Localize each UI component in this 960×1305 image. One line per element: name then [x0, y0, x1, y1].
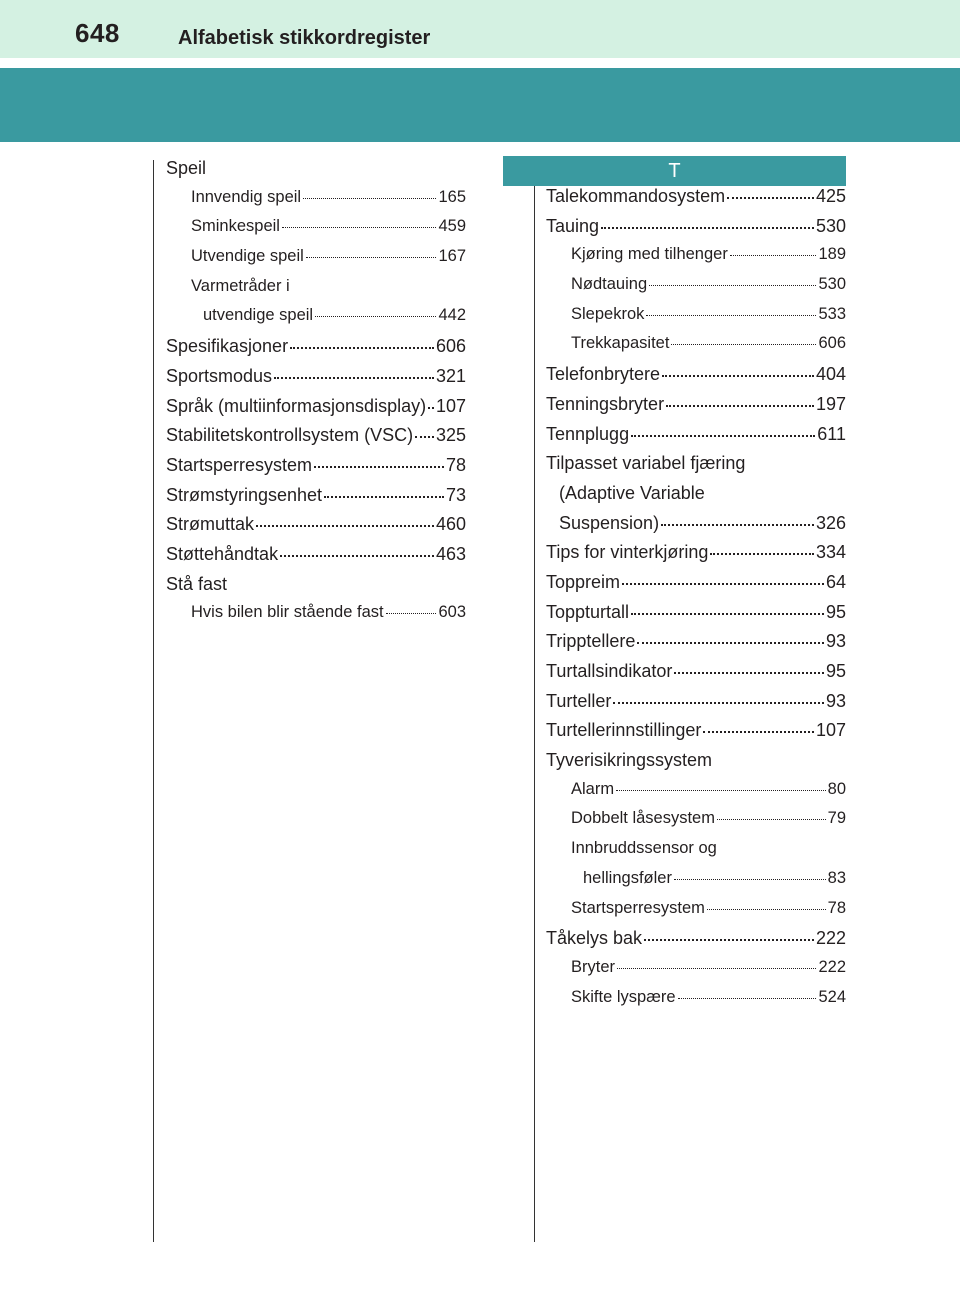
- index-entry: [546, 661, 846, 691]
- index-entry-page: 325: [435, 425, 466, 446]
- index-entry-label: Spesifikasjoner: [166, 336, 289, 357]
- index-entry-page: 530: [815, 215, 846, 236]
- dot-leader: [616, 790, 826, 791]
- index-entry-label: Utvendige speil: [191, 247, 304, 266]
- index-entry: [166, 158, 466, 188]
- index-entry: [546, 720, 846, 750]
- index-entry: [546, 750, 846, 780]
- index-entry-page: 197: [815, 393, 846, 414]
- index-entry: [546, 899, 846, 929]
- index-entry: [166, 217, 466, 247]
- dot-leader: [256, 525, 434, 527]
- index-entry-page: 95: [825, 661, 846, 681]
- index-entry-label: Talekommandosystem: [546, 186, 726, 206]
- index-column-right: [546, 186, 846, 1017]
- index-entry: [166, 485, 466, 515]
- index-entry: [546, 869, 846, 899]
- index-entry-label: Turteller: [546, 690, 612, 711]
- index-entry-page: 73: [445, 484, 466, 505]
- page-number: 648: [75, 18, 120, 48]
- index-entry-label: Alarm: [571, 779, 615, 798]
- index-entry-label: Stå fast: [166, 573, 228, 594]
- dot-leader: [631, 435, 815, 437]
- dot-leader: [644, 939, 814, 941]
- index-entry: [166, 247, 466, 277]
- dot-leader: [386, 613, 437, 614]
- index-entry-label: Strømstyringsenhet: [166, 484, 323, 505]
- index-entry-label: Tripptellere: [546, 631, 636, 652]
- teal-banner: [0, 68, 960, 142]
- dot-leader: [649, 285, 816, 286]
- index-entry-label: Språk (multiinformasjonsdisplay): [166, 395, 427, 416]
- index-entry-label: Skifte lyspære: [571, 987, 676, 1006]
- dot-leader: [314, 466, 444, 468]
- index-entry: [166, 603, 466, 633]
- letter-header-t: T: [503, 156, 846, 186]
- dot-leader: [661, 524, 814, 526]
- dot-leader: [415, 436, 434, 438]
- left-column-rule: [153, 160, 154, 1242]
- index-entry-page: 93: [825, 690, 846, 711]
- index-entry-page: 459: [438, 217, 466, 236]
- index-entry-label: utvendige speil: [203, 306, 314, 325]
- index-entry-page: 425: [815, 186, 846, 206]
- index-entry-page: 442: [438, 306, 466, 325]
- index-entry-label: Kjøring med tilhenger: [571, 245, 728, 264]
- index-entry-page: 321: [435, 365, 466, 386]
- dot-leader: [617, 968, 816, 969]
- index-entry: [166, 366, 466, 396]
- index-entry: [166, 574, 466, 604]
- index-entry-page: 189: [818, 245, 846, 264]
- index-entry-page: 93: [825, 631, 846, 652]
- index-entry-page: 533: [818, 304, 846, 323]
- index-entry-page: 167: [438, 247, 466, 266]
- index-entry-label: Innbruddssensor og: [571, 839, 717, 858]
- index-entry-label: Sminkespeil: [191, 217, 280, 236]
- index-entry: [546, 513, 846, 543]
- dot-leader: [622, 583, 824, 585]
- index-entry-page: 530: [818, 275, 846, 294]
- index-entry-page: 107: [435, 395, 466, 416]
- index-entry: [166, 514, 466, 544]
- index-entry-page: 334: [815, 542, 846, 563]
- index-entry-label: Toppturtall: [546, 601, 630, 622]
- index-entry: [546, 809, 846, 839]
- index-entry: [546, 245, 846, 275]
- index-entry-label: hellingsføler: [583, 868, 672, 887]
- dot-leader: [710, 553, 814, 555]
- index-entry-page: 222: [818, 957, 846, 976]
- dot-leader: [324, 496, 444, 498]
- index-entry: [546, 453, 846, 483]
- index-entry-label: Varmetråder i: [191, 276, 290, 295]
- index-entry-label: Slepekrok: [571, 304, 645, 323]
- dot-leader: [646, 315, 816, 316]
- index-entry-label: Innvendig speil: [191, 187, 302, 206]
- index-entry-label: Hvis bilen blir stående fast: [191, 603, 384, 622]
- index-entry-label: Dobbelt låsesystem: [571, 809, 715, 828]
- index-entry-page: 64: [825, 571, 846, 592]
- dot-leader: [280, 555, 434, 557]
- index-entry: [166, 396, 466, 426]
- index-entry-label: Tennplugg: [546, 423, 630, 444]
- index-entry: [546, 928, 846, 958]
- index-entry: [546, 602, 846, 632]
- dot-leader: [290, 347, 434, 349]
- index-entry: [546, 691, 846, 721]
- index-entry-label: Strømuttak: [166, 514, 255, 535]
- index-entry: [166, 544, 466, 574]
- index-entry-label: Stabilitetskontrollsystem (VSC): [166, 425, 414, 446]
- dot-leader: [662, 375, 814, 377]
- index-entry-label: Sportsmodus: [166, 365, 273, 386]
- index-entry-label: Bryter: [571, 957, 616, 976]
- dot-leader: [306, 257, 437, 258]
- index-entry-label: Turtellerinnstillinger: [546, 720, 702, 741]
- dot-leader: [315, 316, 436, 317]
- index-entry: [166, 306, 466, 336]
- dot-leader: [666, 405, 814, 407]
- index-entry: [166, 425, 466, 455]
- index-entry: [546, 305, 846, 335]
- dot-leader: [727, 197, 814, 199]
- index-entry-page: 611: [817, 423, 846, 444]
- dot-leader: [671, 344, 816, 345]
- index-entry-label: Turtallsindikator: [546, 661, 673, 681]
- index-entry-page: 222: [815, 928, 846, 949]
- index-entry-page: 606: [818, 334, 846, 353]
- dot-leader: [674, 672, 824, 674]
- index-column-left: [166, 158, 466, 633]
- dot-leader: [707, 909, 826, 910]
- index-entry: [546, 839, 846, 869]
- index-entry-page: 606: [435, 336, 466, 357]
- dot-leader: [703, 731, 814, 733]
- dot-leader: [428, 407, 434, 409]
- index-entry-label: Tauing: [546, 215, 600, 236]
- index-entry: [546, 572, 846, 602]
- index-entry: [546, 958, 846, 988]
- index-entry-page: 524: [818, 987, 846, 1006]
- index-entry: [546, 394, 846, 424]
- index-entry-label: Startsperresystem: [571, 898, 705, 917]
- index-entry-page: 79: [827, 809, 846, 828]
- section-title: Alfabetisk stikkordregister: [178, 27, 431, 49]
- index-entry: [166, 336, 466, 366]
- index-entry-page: 78: [827, 898, 846, 917]
- index-entry: [546, 542, 846, 572]
- index-entry-label: Suspension): [559, 512, 660, 533]
- dot-leader: [637, 642, 824, 644]
- index-entry-label: Nødtauing: [571, 275, 648, 294]
- index-entry-page: 460: [435, 514, 466, 535]
- index-entry: [166, 455, 466, 485]
- index-entry: [546, 780, 846, 810]
- dot-leader: [303, 198, 436, 199]
- index-entry-page: 463: [435, 543, 466, 564]
- index-entry-label: (Adaptive Variable: [559, 482, 705, 503]
- dot-leader: [674, 879, 826, 880]
- index-entry-page: 107: [815, 720, 846, 741]
- index-entry-label: Speil: [166, 158, 207, 178]
- index-entry-page: 326: [815, 512, 846, 533]
- index-entry-page: 404: [815, 364, 846, 385]
- dot-leader: [717, 819, 826, 820]
- index-entry: [546, 988, 846, 1018]
- index-entry-label: Tips for vinterkjøring: [546, 542, 709, 563]
- dot-leader: [631, 613, 824, 615]
- dot-leader: [730, 255, 817, 256]
- index-entry-label: Støttehåndtak: [166, 543, 279, 564]
- index-entry: [546, 186, 846, 216]
- index-entry-label: Telefonbrytere: [546, 364, 661, 385]
- index-entry: [546, 334, 846, 364]
- index-entry-page: 80: [827, 779, 846, 798]
- index-entry: [166, 188, 466, 218]
- index-entry: [546, 275, 846, 305]
- index-entry-label: Tåkelys bak: [546, 928, 643, 949]
- dot-leader: [678, 998, 817, 999]
- index-entry-label: Tenningsbryter: [546, 393, 665, 414]
- index-entry: [546, 483, 846, 513]
- index-entry-page: 78: [445, 454, 466, 475]
- index-entry: [546, 216, 846, 246]
- index-entry: [546, 631, 846, 661]
- index-entry: [166, 277, 466, 307]
- dot-leader: [601, 227, 814, 229]
- index-entry-label: Startsperresystem: [166, 454, 313, 475]
- dot-leader: [613, 702, 824, 704]
- index-entry-label: Tilpasset variabel fjæring: [546, 453, 746, 474]
- dot-leader: [282, 227, 437, 228]
- index-entry-label: Trekkapasitet: [571, 334, 670, 353]
- index-entry: [546, 364, 846, 394]
- middle-column-rule: [534, 160, 535, 1242]
- index-entry-page: 95: [825, 601, 846, 622]
- index-entry-label: Toppreim: [546, 571, 621, 592]
- top-header-band: [0, 0, 960, 58]
- index-entry-label: Tyverisikringssystem: [546, 750, 713, 771]
- index-entry-page: 603: [438, 603, 466, 622]
- dot-leader: [274, 377, 434, 379]
- index-entry: [546, 424, 846, 454]
- index-entry-page: 165: [438, 187, 466, 206]
- index-entry-page: 83: [827, 868, 846, 887]
